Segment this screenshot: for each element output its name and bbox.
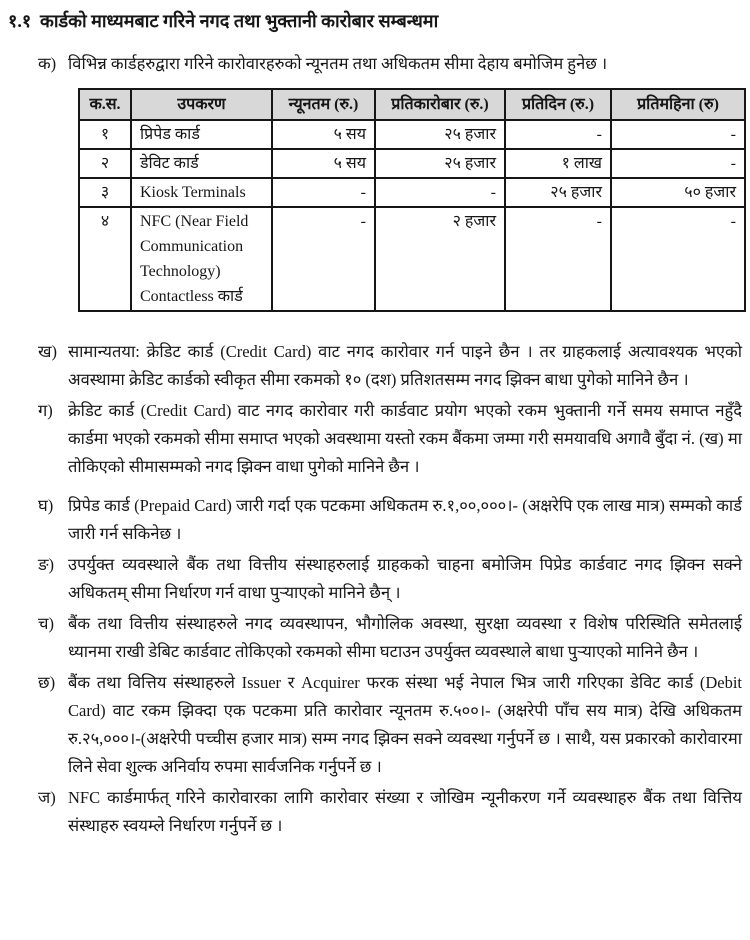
clause-label: ङ) [38, 555, 55, 574]
col-header-per-day: प्रतिदिन (रु.) [505, 89, 611, 120]
table-row-kiosk [79, 178, 745, 207]
table-header-row [79, 89, 745, 120]
table-cell: - [505, 120, 611, 149]
col-header-instrument: उपकरण [131, 89, 272, 120]
card-limits-table [78, 88, 746, 312]
table-cell: - [611, 149, 745, 178]
clause-label: ख) [38, 342, 57, 361]
clause-text: उपर्युक्त व्यवस्थाले बैंक तथा वित्तीय संस्थाहरुलाई ग्राहकको चाहना बमोजिम पिप्रेड कार्डवाट नगद झिक्न सक्ने अधिकतम् सीमा निर्धारण गर्न वाधा पुर्‍याएको मानिने छैन् । [68, 555, 742, 602]
clause-text: बैंक तथा वित्तीय संस्थाहरुले नगद व्यवस्थापन, भौगोलिक अवस्था, सुरक्षा व्यवस्था र विशेष परिस्थिति समेतलाई ध्यानमा राखी डेबिट कार्डवाट तोकिएको रकमको सीमा घटाउन उपर्युक्त व्यवस्थाले बाधा पुर्‍याएको मानिने छैन । [68, 614, 742, 661]
clause-text: बैंक तथा वित्तिय संस्थाहरुले Issuer र Acquirer फरक संस्था भई नेपाल भित्र जारी गरिएका डेविट कार्ड (Debit Card) वाट रकम झिक्दा एक पटकमा प्रति कारोवार न्यूनतम रु.५००।- (अक्षरेपी पाँच सय मात्र) देखि अधिकतम रु.२५,०००।-(अक्षरेपी पच्चीस हजार मात्र) सम्म नगद झिक्न सक्ने व्यवस्था गर्नुपर्ने छ । साथै, यस प्रकारको कारोवारमा लिने सेवा शुल्क अनिर्वाय रुपमा सार्वजनिक गर्नुपर्ने छ । [68, 673, 742, 776]
table-cell: २ हजार [375, 207, 505, 311]
table-cell: १ [79, 120, 131, 149]
table-cell: २५ हजार [505, 178, 611, 207]
table-cell: २ [79, 149, 131, 178]
section-title: कार्डको माध्यमबाट गरिने नगद तथा भुक्तानी कारोबार सम्बन्धमा [40, 11, 439, 31]
clause-label: ग) [38, 401, 53, 420]
col-header-per-transaction: प्रतिकारोबार (रु.) [375, 89, 505, 120]
table-cell: २५ हजार [375, 149, 505, 178]
clause-text: NFC कार्डमार्फत् गरिने कारोवारका लागि कारोवार संख्या र जोखिम न्यूनीकरण गर्ने व्यवस्थाहरु बैंक तथा वित्तिय संस्थाहरु स्वयम्ले निर्धारण गर्नुपर्ने छ । [68, 788, 742, 835]
col-header-per-month: प्रतिमहिना (रु) [611, 89, 745, 120]
table-row-debit [79, 149, 745, 178]
table-cell: डेविट कार्ड [131, 149, 272, 178]
clause-label: घ) [38, 496, 54, 515]
table-row-nfc [79, 207, 745, 311]
clause-ka [38, 50, 742, 78]
col-header-minimum: न्यूनतम (रु.) [272, 89, 375, 120]
clause-label: ज) [38, 788, 56, 807]
table-cell: ५० हजार [611, 178, 745, 207]
clause-text: क्रेडिट कार्ड (Credit Card) वाट नगद कारोवार गरी कार्डवाट प्रयोग भएको रकम भुक्तानी गर्ने समय समाप्त नहुँदै कार्डमा भएको रकमको सीमा समाप्त भएको अवस्थामा यस्तो रकम बैंकमा जम्मा गरी समयावधि अगावै बुँदा नं. (ख) मा तोकिएको सीमासम्मको नगद झिक्न वाधा पुगेको मानिने छैन । [68, 401, 742, 476]
table-cell: ४ [79, 207, 131, 311]
table-cell: ५ सय [272, 149, 375, 178]
col-header-serial: क.स. [79, 89, 131, 120]
clause-cha [38, 610, 742, 666]
clause-nga [38, 551, 742, 607]
table-cell: - [375, 178, 505, 207]
table-cell: ५ सय [272, 120, 375, 149]
table-cell: - [611, 207, 745, 311]
table-cell: प्रिपेड कार्ड [131, 120, 272, 149]
table-row-prepaid [79, 120, 745, 149]
clause-label: छ) [38, 673, 56, 692]
table-cell: - [611, 120, 745, 149]
table-cell: ३ [79, 178, 131, 207]
clause-text: प्रिपेड कार्ड (Prepaid Card) जारी गर्दा एक पटकमा अधिकतम रु.१,००,०००।- (अक्षरेपि एक लाख मात्र) सम्मको कार्ड जारी गर्न सकिनेछ । [68, 496, 742, 543]
clause-text: सामान्यतया: क्रेडिट कार्ड (Credit Card) वाट नगद कारोवार गर्न पाइने छैन । तर ग्राहकलाई अत्यावश्यक भएको अवस्थामा क्रेडिट कार्डको स्वीकृत सीमा रकमको १० (दश) प्रतिशतसम्म नगद झिक्न बाधा पुगेको मानिने छैन । [68, 342, 742, 389]
clause-gha [38, 492, 742, 548]
clause-label: क) [38, 54, 57, 73]
clause-chha [38, 669, 742, 781]
clause-ja [38, 784, 742, 840]
table-cell: NFC (Near Field Communication Technology) Contactless कार्ड [131, 207, 272, 311]
table-cell: Kiosk Terminals [131, 178, 272, 207]
table-cell: - [272, 178, 375, 207]
clause-ga [38, 397, 742, 481]
section-heading [8, 8, 742, 34]
table-cell: - [505, 207, 611, 311]
clause-text: विभिन्न कार्डहरुद्वारा गरिने कारोवारहरुको न्यूनतम तथा अधिकतम सीमा देहाय बमोजिम हुनेछ । [68, 54, 608, 73]
section-number: १.१ [8, 11, 32, 31]
table-cell: १ लाख [505, 149, 611, 178]
table-cell: २५ हजार [375, 120, 505, 149]
clause-label: च) [38, 614, 54, 633]
table-cell: - [272, 207, 375, 311]
clause-kha [38, 338, 742, 394]
